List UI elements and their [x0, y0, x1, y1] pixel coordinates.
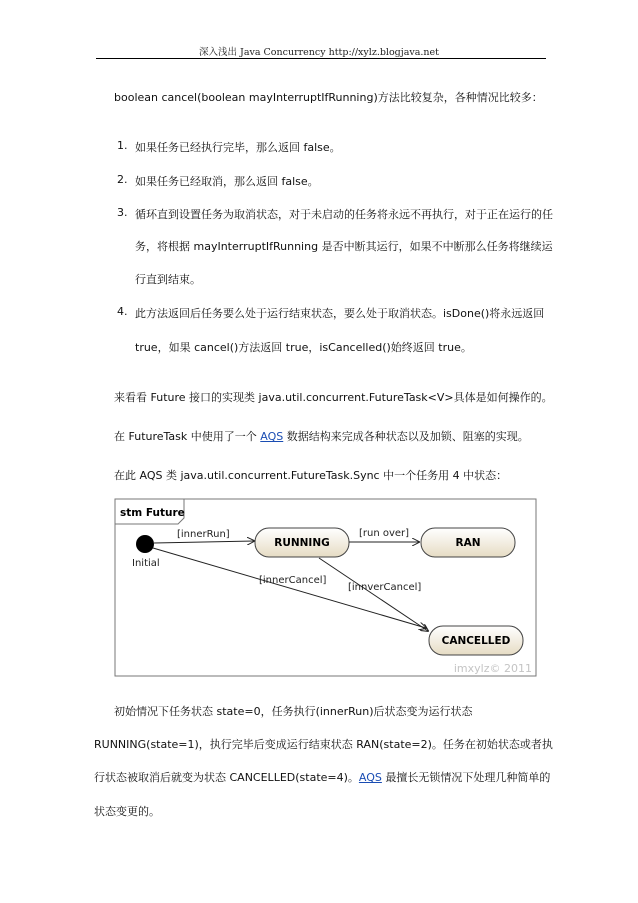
aqs-paragraph-pre: 在 FutureTask 中使用了一个	[114, 430, 261, 443]
state-cancelled-label: CANCELLED	[441, 635, 511, 647]
list-item-text: true，如果 cancel()方法返回 true，isCancelled()始终返回 true。	[135, 341, 472, 354]
diagram-watermark: imxylz© 2011	[453, 662, 532, 675]
closing-line-3-pre: 行状态被取消后就变为状态 CANCELLED(state=4)。	[94, 771, 359, 784]
closing-line-1: 初始情况下任务状态 state=0，任务执行(innerRun)后状态变为运行状态	[114, 705, 473, 718]
list-item-number: 1.	[117, 139, 128, 152]
state-diagram	[114, 498, 538, 678]
initial-state-dot	[136, 535, 154, 553]
aqs-link[interactable]: AQS	[260, 430, 284, 443]
list-item-text: 此方法返回后任务要么处于运行结束状态，要么处于取消状态。isDone()将永远返回	[135, 307, 545, 320]
intro-paragraph: boolean cancel(boolean mayInterruptIfRunning)方法比较复杂，各种情况比较多：	[114, 91, 543, 104]
list-item-text: 如果任务已经取消，那么返回 false。	[135, 175, 319, 188]
innver-cancel-label: [innverCancel]	[348, 582, 422, 593]
list-item-number: 2.	[117, 173, 128, 186]
diagram-title: stm Future	[120, 507, 185, 519]
list-item-text: 务，将根据 mayInterruptIfRunning 是否中断其运行，如果不中断那么任务将继续运	[135, 240, 553, 253]
header-rule	[96, 58, 546, 59]
list-item-number: 3.	[117, 206, 128, 219]
closing-line-3	[94, 769, 550, 785]
run-over-label: [run over]	[359, 528, 410, 539]
initial-label: Initial	[132, 558, 160, 569]
closing-line-3-post: 最擅长无锁情况下处理几种简单的	[381, 771, 551, 784]
page-header: 深入浅出 Java Concurrency http://xylz.blogjava.net	[199, 47, 439, 58]
future-paragraph: 来看看 Future 接口的实现类 java.util.concurrent.FutureTask<V>具体是如何操作的。	[114, 391, 553, 404]
closing-line-2: RUNNING(state=1)，执行完毕后变成运行结束状态 RAN(state=2)。任务在初始状态或者执	[94, 738, 553, 751]
state-ran-label: RAN	[455, 537, 481, 549]
inner-cancel-label: [innerCancel]	[259, 575, 327, 586]
state-running-label: RUNNING	[274, 537, 330, 549]
inner-run-label: [innerRun]	[177, 529, 230, 540]
sync-paragraph: 在此 AQS 类 java.util.concurrent.FutureTask.Sync 中一个任务用 4 中状态：	[114, 469, 508, 482]
aqs-link-closing[interactable]: AQS	[358, 771, 382, 784]
list-item-text: 循环直到设置任务为取消状态，对于未启动的任务将永远不再执行，对于正在运行的任	[135, 208, 553, 221]
list-item-text: 行直到结束。	[135, 273, 201, 286]
aqs-paragraph	[114, 428, 529, 444]
closing-line-4: 状态变更的。	[94, 805, 160, 818]
list-item-number: 4.	[117, 305, 128, 318]
list-item-text: 如果任务已经执行完毕，那么返回 false。	[135, 141, 341, 154]
aqs-paragraph-post: 数据结构来完成各种状态以及加锁、阻塞的实现。	[283, 430, 529, 443]
